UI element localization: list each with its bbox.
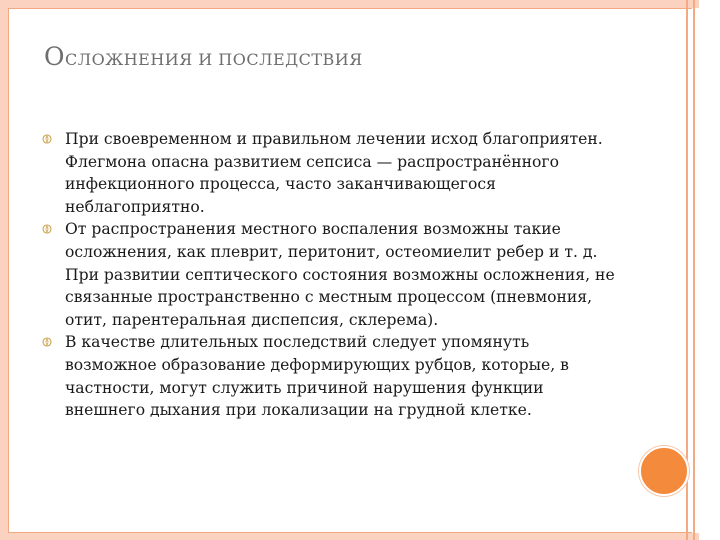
bullet-text: От распространения местного воспаления возможны такие осложнения, как плеврит, перитонит, остеомиелит ребер и т. д. При развитии септического состояния возможны осложнения, не связанные пространственно с местным процессом (пневмония, отит, парентеральная диспепсия, склерема).	[65, 220, 615, 329]
circle-flower-bullet-icon	[42, 337, 52, 347]
frame-right-line	[693, 0, 695, 540]
frame-top-line	[8, 8, 692, 9]
decorative-orange-circle	[639, 446, 689, 496]
frame-top-band	[0, 0, 720, 8]
frame-bottom-band	[0, 533, 720, 540]
bullet-list	[42, 128, 622, 422]
circle-flower-bullet-icon	[42, 224, 52, 234]
bullet-item	[42, 128, 622, 218]
circle-flower-bullet-icon	[42, 134, 52, 144]
bullet-item	[42, 331, 622, 421]
frame-left-band	[0, 0, 8, 540]
bullet-text: При своевременном и правильном лечении исход благоприятен. Флегмона опасна развитием сепсиса — распространённого инфекционного процесса, часто заканчивающегося неблагоприятно.	[65, 130, 603, 216]
frame-bottom-line	[8, 532, 692, 533]
slide-title	[44, 42, 363, 71]
bullet-text: В качестве длительных последствий следует упомянуть возможное образование деформирующих рубцов, которые, в частности, могут служить причиной нарушения функции внешнего дыхания при локализации на грудной клетке.	[65, 333, 569, 420]
title-initial: О	[44, 42, 65, 71]
title-rest: СЛОЖНЕНИЯ И ПОСЛЕДСТВИЯ	[65, 50, 363, 69]
frame-right-bar	[699, 0, 720, 540]
frame-left-line	[8, 8, 9, 532]
bullet-item	[42, 218, 622, 331]
